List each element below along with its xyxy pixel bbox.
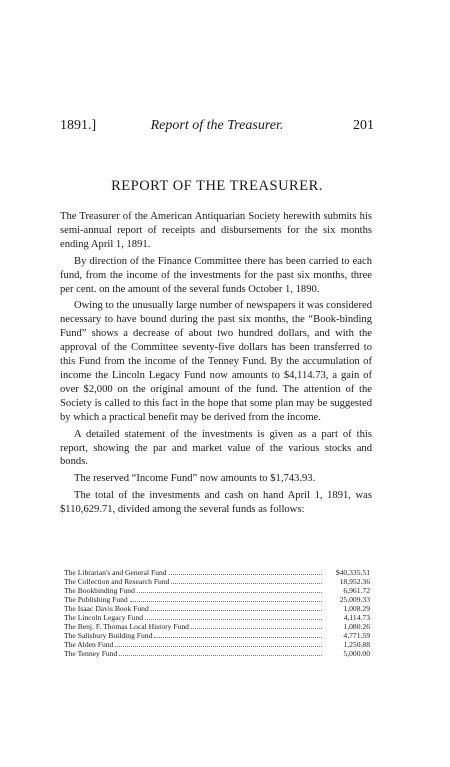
report-title: REPORT OF THE TREASURER. [111, 178, 323, 194]
paragraph-income-fund: The reserved “Income Fund” now amounts to $1,743.93. [74, 473, 316, 485]
fund-row [64, 568, 370, 577]
dot-leader [115, 646, 322, 647]
fund-name: The Librarian's and General Fund [64, 568, 167, 577]
paragraph-total: The total of the investments and cash on hand April 1, 1891, was $110,629.71, divided among the several funds as follows: [60, 490, 372, 516]
dot-leader [119, 655, 322, 656]
fund-name: The Lincoln Legacy Fund [64, 613, 144, 622]
fund-name: The Salisbury Building Fund [64, 631, 153, 640]
dot-leader [137, 592, 322, 593]
fund-row [64, 622, 370, 631]
paragraph-finance-committee: By direction of the Finance Committee there has been carried to each fund, from the income of the investments for the past six months, three per cent. on the amount of the several funds October 1, 1890. [60, 255, 372, 295]
fund-name: The Collection and Research Fund [64, 577, 170, 586]
fund-amount: 25,009.33 [339, 595, 370, 604]
paragraph-intro: The Treasurer of the American Antiquarian Society herewith submits his semi-annual report of receipts and disbursements for the six months ending April 1, 1891. [60, 211, 372, 250]
paragraph-bookbinding: Owing to the unusually large number of newspapers it was considered necessary to have bound during the past six months, the “Book-binding Fund” shows a decrease of about two hundred dollars, and with the approval of the Committee seventy-five dollars has been transferred to this Fund from the income of the Tenney Fund. By the accumulation of income the Lincoln Legacy Fund now amounts to $4,114.73, a gain of over $2,000 on the original amount of the fund. The attention of the Society is called to this fact in the hope that some plan may be suggested by which a practical benefit may be derived from the income. [60, 300, 372, 423]
running-head [60, 118, 374, 134]
fund-amount: 18,952.36 [339, 577, 370, 586]
dot-leader [191, 628, 322, 629]
fund-amount: 6,961.72 [343, 586, 370, 595]
fund-amount: 4,114.73 [343, 613, 370, 622]
dot-leader [169, 574, 322, 575]
fund-amount: 1,008.29 [343, 604, 370, 613]
fund-name: The Bookbinding Fund [64, 586, 135, 595]
fund-name: The Isaac Davis Book Fund [64, 604, 149, 613]
running-head-year: 1891.] [60, 118, 97, 133]
fund-row [64, 649, 370, 658]
funds-list [64, 568, 370, 658]
fund-amount: $40,335.51 [335, 568, 370, 577]
fund-name: The Publishing Fund [64, 595, 128, 604]
fund-row [64, 631, 370, 640]
fund-row [64, 577, 370, 586]
page-number: 201 [353, 118, 374, 133]
fund-amount: 5,000.00 [343, 649, 370, 658]
fund-row [64, 613, 370, 622]
fund-row [64, 595, 370, 604]
fund-row [64, 640, 370, 649]
dot-leader [154, 637, 322, 638]
paragraph-investments-statement: A detailed statement of the investments is given as a part of this report, showing the par and market value of the various stocks and bonds. [60, 428, 372, 468]
running-head-title: Report of the Treasurer. [150, 118, 284, 133]
fund-name: The Tenney Fund [64, 649, 118, 658]
fund-name: The Alden Fund [64, 640, 114, 649]
dot-leader [145, 619, 322, 620]
fund-amount: 1,080.26 [343, 622, 370, 631]
fund-amount: 1,250.88 [343, 640, 370, 649]
fund-amount: 4,771.59 [343, 631, 370, 640]
dot-leader [130, 601, 322, 602]
dot-leader [151, 610, 322, 611]
fund-row [64, 586, 370, 595]
fund-name: The Benj. F. Thomas Local History Fund [64, 622, 189, 631]
dot-leader [171, 583, 322, 584]
fund-row [64, 604, 370, 613]
report-body [60, 210, 372, 520]
